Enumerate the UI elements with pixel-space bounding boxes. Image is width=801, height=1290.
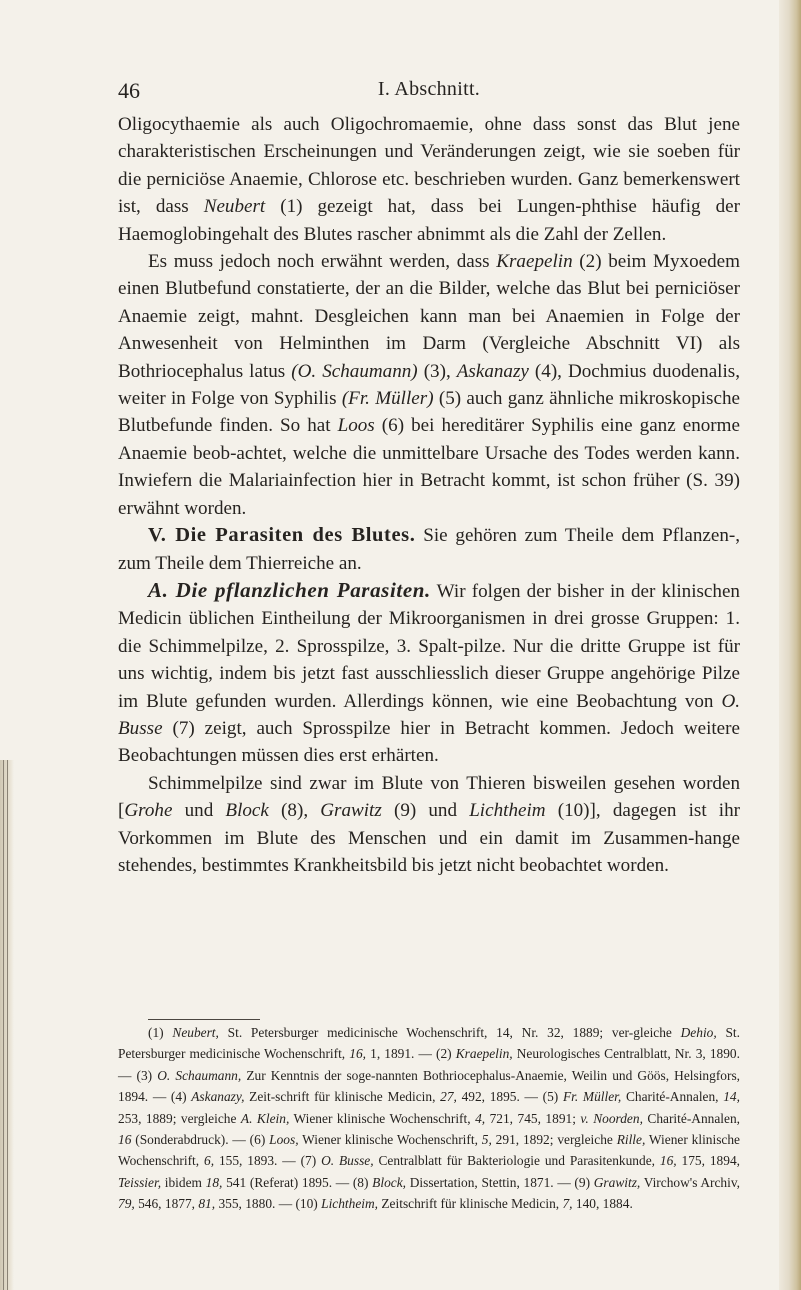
paragraph-3 bbox=[118, 522, 740, 577]
footnote-author: Teissier, bbox=[118, 1174, 162, 1190]
author-name: Grohe bbox=[124, 800, 173, 822]
paragraph-4 bbox=[118, 577, 740, 770]
footnote-author: Rille, bbox=[616, 1132, 646, 1148]
page-number: 46 bbox=[118, 78, 140, 103]
footnote-text: Zur Kenntnis der soge-nannten Bothriocephalus-Anaemie, Weilin und Göös, Helsingfors, 1894. — (4) bbox=[118, 1067, 740, 1105]
footnote-text: Neurologisches Centralblatt, Nr. 3, 1890. — (3) bbox=[118, 1046, 740, 1083]
section-heading: V. Die Parasiten des Blutes. bbox=[148, 524, 416, 547]
footnote-text: 155, 1893. — (7) bbox=[214, 1153, 322, 1169]
footnote-author: Lichtheim, bbox=[321, 1196, 379, 1212]
footnote-text: 492, 1895. — (5) bbox=[456, 1089, 563, 1105]
footnote-text: Wiener klinische Wochenschrift, bbox=[118, 1132, 740, 1169]
subsection-heading: A. Die pflanzlichen Parasiten. bbox=[148, 577, 431, 602]
author-name: Grawitz bbox=[320, 800, 382, 822]
footnote-author: Block, bbox=[372, 1174, 407, 1190]
author-name: Block bbox=[225, 800, 269, 822]
footnote-author: Fr. Müller, bbox=[562, 1089, 622, 1105]
author-name: Loos bbox=[337, 415, 375, 437]
author-name: Lichtheim bbox=[469, 800, 546, 822]
author-name: (O. Schaumann) bbox=[291, 360, 418, 382]
page-edge-right bbox=[779, 0, 801, 1290]
footnote-volume: 5, bbox=[481, 1132, 492, 1148]
paragraph-5 bbox=[118, 770, 740, 880]
text-span: Schimmelpilze sind zwar im Blute von Thieren bisweilen gesehen worden [ bbox=[118, 772, 740, 822]
text-span: und bbox=[172, 800, 226, 822]
footnote-author: Kraepelin, bbox=[455, 1046, 513, 1062]
footnote-text: 253, 1889; vergleiche bbox=[118, 1110, 241, 1126]
footnote-text: (1) bbox=[148, 1025, 173, 1040]
footnote-text: Charité-Annalen, bbox=[642, 1110, 740, 1126]
page-edge-left bbox=[0, 760, 14, 1290]
text-span: (5) auch ganz ähnliche mikroskopische Blutbefunde finden. So hat bbox=[118, 388, 740, 437]
footnote-text: Wiener klinische Wochenschrift, bbox=[298, 1132, 482, 1148]
footnote-text: 175, 1894, bbox=[676, 1153, 740, 1169]
text-span: (4), Dochmius duodenalis, weiter in Folge von Syphilis bbox=[118, 360, 740, 410]
footnote-divider bbox=[148, 1019, 260, 1020]
footnote-block bbox=[118, 1022, 740, 1215]
footnote-author: Loos, bbox=[269, 1132, 299, 1148]
footnote-text: Virchow's Archiv, bbox=[640, 1174, 741, 1190]
footnote-text: 721, 745, 1891; bbox=[485, 1110, 581, 1126]
body-text bbox=[118, 111, 740, 879]
footnotes bbox=[118, 1022, 740, 1215]
footnote-author: O. Busse, bbox=[321, 1153, 374, 1169]
text-span: Oligocythaemie als auch Oligochromaemie, ohne dass sonst das Blut jene charakteristischen Erscheinungen und Veränderungen zeigt, wie sie soeben für die perniciöse Anaemie, Chlorose etc. beschrieben wurden. Ganz bemerkenswert ist, dass bbox=[118, 114, 740, 218]
paragraph-2 bbox=[118, 248, 740, 522]
author-name: Neubert bbox=[203, 196, 266, 218]
footnote-volume: 16, bbox=[659, 1153, 677, 1169]
footnote-text: (Sonderabdruck). — (6) bbox=[131, 1132, 270, 1148]
footnote-volume: 16, bbox=[349, 1046, 367, 1062]
footnote-volume: 16 bbox=[118, 1132, 132, 1148]
footnote-author: A. Klein, bbox=[240, 1110, 290, 1126]
footnote-volume: 6, bbox=[204, 1153, 215, 1169]
author-name: (Fr. Müller) bbox=[341, 388, 434, 410]
footnote-text: 546, 1877, bbox=[134, 1196, 199, 1212]
text-span: (8), bbox=[268, 800, 321, 822]
footnote-text: 140, 1884. bbox=[572, 1196, 633, 1212]
text-span: (3), bbox=[417, 360, 457, 382]
footnote-text: St. Petersburger medicinische Wochenschrift, 14, Nr. 32, 1889; ver-gleiche bbox=[218, 1025, 681, 1040]
footnote-volume: 4, bbox=[475, 1110, 486, 1126]
footnote-author: Askanazy, bbox=[191, 1089, 245, 1105]
footnote-text: ibidem bbox=[161, 1174, 206, 1190]
footnote-author: v. Noorden, bbox=[580, 1110, 643, 1126]
footnote-text: 541 (Referat) 1895. — (8) bbox=[222, 1174, 373, 1190]
text-span: Wir folgen der bisher in der klinischen Medicin üblichen Eintheilung der Mikroorganismen in drei grosse Gruppen: 1. die Schimmelpilze, 2. Sprosspilze, 3. Spalt-pilze. Nur die dritte Gruppe ist für uns wichtig, indem bis jetzt fast ausschliesslich dieser Gruppe angehörige Pilze im Blute gefunden wurden. Allerdings können, wie eine Beobachtung von bbox=[118, 580, 740, 712]
footnote-text: Centralblatt für Bakteriologie und Parasitenkunde, bbox=[373, 1153, 660, 1169]
footnote-text: Charité-Annalen, bbox=[621, 1089, 724, 1105]
text-span: Sie gehören zum Theile dem Pflanzen-, zum Theile dem Thierreiche an. bbox=[118, 525, 740, 574]
footnote-text: Zeit-schrift für klinische Medicin, bbox=[244, 1089, 441, 1105]
footnote-text: Wiener klinische Wochenschrift, bbox=[289, 1110, 476, 1126]
text-span: (9) und bbox=[381, 800, 470, 822]
text-span: (1) gezeigt hat, dass bei Lungen-phthise häufig der Haemoglobingehalt des Blutes rascher abnimmt als die Zahl der Zellen. bbox=[118, 196, 740, 245]
footnote-author: Grawitz, bbox=[593, 1174, 641, 1190]
footnote-text: Zeitschrift für klinische Medicin, bbox=[378, 1196, 563, 1212]
footnote-text: 355, 1880. — (10) bbox=[215, 1196, 322, 1212]
text-span: (2) beim Myxoedem einen Blutbefund constatierte, der an die Bilder, welche das Blut bei perniciöser Anaemie zeigt, mahnt. Desgleichen kann man bei Anaemien in Folge der Anwesenheit von Helminthen im Darm (Vergleiche Abschnitt VI) als Bothriocephalus latus bbox=[118, 251, 740, 382]
footnote-text: 1, 1891. — (2) bbox=[366, 1046, 456, 1062]
footnote-text: Dissertation, Stettin, 1871. — (9) bbox=[406, 1174, 594, 1190]
footnote-volume: 27, bbox=[440, 1089, 457, 1105]
footnote-text: St. Petersburger medicinische Wochenschrift, bbox=[118, 1025, 740, 1062]
author-name: O. Busse bbox=[118, 690, 740, 739]
footnote-volume: 79, bbox=[118, 1196, 135, 1212]
author-name: Kraepelin bbox=[496, 251, 573, 273]
running-head: I. Abschnitt. bbox=[377, 78, 481, 100]
page-header bbox=[118, 78, 740, 106]
footnote-text: 291, 1892; vergleiche bbox=[491, 1132, 617, 1148]
footnote-author: O. Schaumann, bbox=[157, 1067, 242, 1083]
author-name: Askanazy bbox=[456, 360, 529, 382]
text-span: (6) bei hereditärer Syphilis eine ganz enorme Anaemie beob-achtet, welche die unmittelbare Ursache des Todes werden kann. Inwiefern die Malariainfection hier in Betracht kommt, ist schon früher (S. 39) erwähnt worden. bbox=[118, 415, 740, 519]
text-span: (7) zeigt, auch Sprosspilze hier in Betracht kommen. Jedoch weitere Beobachtungen müssen dies erst erhärten. bbox=[118, 717, 740, 767]
footnote-volume: 18, bbox=[205, 1174, 223, 1190]
footnote-volume: 7, bbox=[562, 1196, 573, 1212]
footnote-author: Neubert, bbox=[172, 1025, 219, 1040]
footnote-author: Dehio, bbox=[680, 1025, 717, 1040]
footnote-volume: 81, bbox=[198, 1196, 216, 1212]
text-span: Es muss jedoch noch erwähnt werden, dass bbox=[148, 251, 497, 273]
paragraph-1 bbox=[118, 111, 740, 248]
text-span: (10)], dagegen ist ihr Vorkommen im Blute des Menschen und ein damit im Zusammen-hange stehendes, bestimmtes Krankheitsbild bis jetzt nicht beobachtet worden. bbox=[118, 800, 741, 876]
footnote-volume: 14, bbox=[723, 1089, 740, 1105]
